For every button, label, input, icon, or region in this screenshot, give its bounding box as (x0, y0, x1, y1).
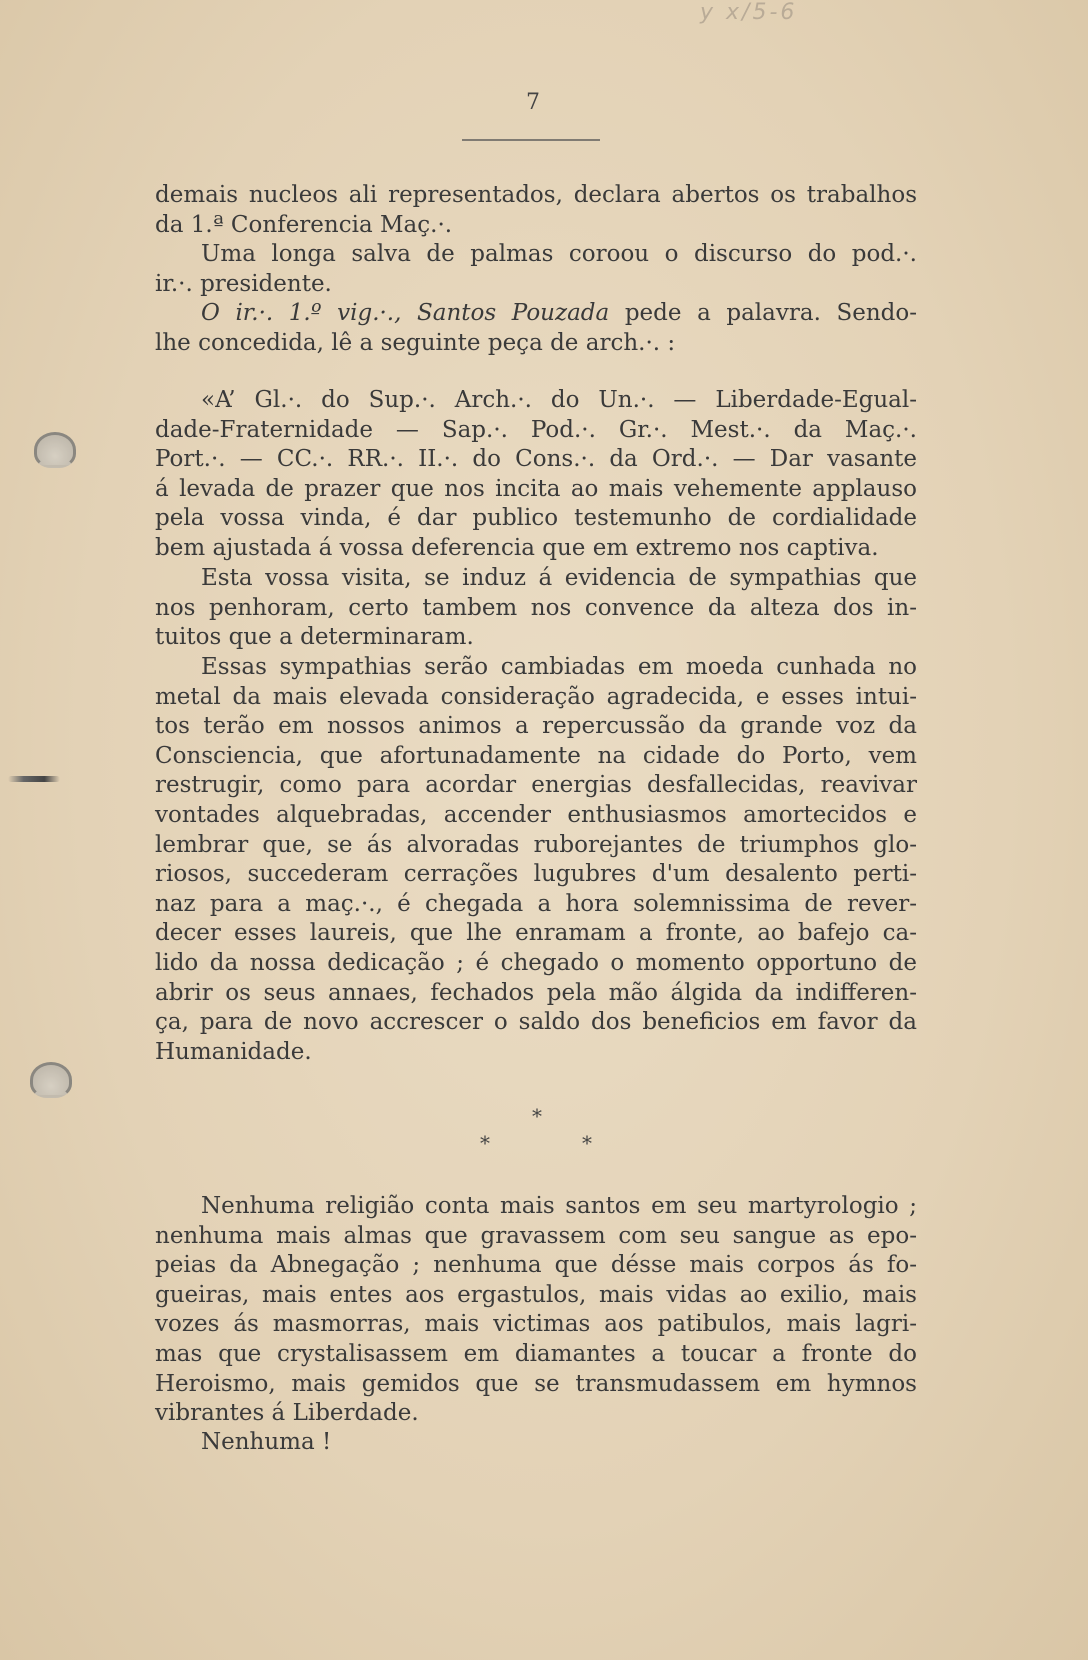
punch-hole (30, 1062, 72, 1098)
text-line: restrugir, como para acordar energias desfallecidas, reavivar (155, 772, 917, 799)
margin-mark (8, 776, 60, 782)
header-rule (462, 139, 600, 141)
paragraph-5 (155, 564, 917, 653)
punch-hole (34, 432, 76, 468)
text-line: ça, para de novo accrescer o saldo dos beneficios em favor da (155, 1009, 917, 1036)
paragraph-1 (155, 181, 917, 240)
text-line: lhe concedida, lê a seguinte peça de arch.·. : (155, 329, 676, 356)
text-line: Uma longa salva de palmas coroou o discurso do pod.·. (201, 241, 917, 267)
text-line: Nenhuma religião conta mais santos em seu martyrologio ; (201, 1193, 917, 1219)
text-line: dade-Fraternidade — Sap.·. Pod.·. Gr.·. Mest.·. da Maç.·. (155, 416, 917, 443)
text-line: da 1.ª Conferencia Maç.·. (155, 211, 453, 238)
text-line: decer esses laureis, que lhe enramam a fronte, ao bafejo ca- (155, 920, 917, 947)
text-line: naz para a maç.·., é chegada a hora solemnissima de rever- (155, 890, 917, 917)
text-line: vibrantes á Liberdade. (155, 1400, 419, 1427)
text-line: vontades alquebradas, accender enthusiasmos amortecidos e (155, 801, 917, 828)
text-line: nenhuma mais almas que gravassem com seu sangue as epo- (155, 1222, 917, 1249)
paragraph-4 (155, 386, 917, 564)
text-line: Port.·. — CC.·. RR.·. II.·. do Cons.·. da Ord.·. — Dar vasante (155, 446, 917, 473)
text-line: bem ajustada á vossa deferencia que em extremo nos captiva. (155, 534, 879, 561)
asterism-star: * (582, 1131, 592, 1155)
text-line: Consciencia, que afortunadamente na cidade do Porto, vem (155, 742, 917, 769)
text-line (155, 299, 917, 329)
text-line: tos terão em nossos animos a repercussão da grande voz da (155, 713, 917, 740)
text-line: vozes ás masmorras, mais victimas aos patibulos, mais lagri- (155, 1311, 917, 1338)
handwritten-note: y x/5-6 (700, 0, 798, 25)
text-line: gueiras, mais entes aos ergastulos, mais vidas ao exilio, mais (155, 1281, 917, 1308)
text-line: mas que crystalisassem em diamantes a toucar a fronte do (155, 1340, 917, 1367)
text-line: lembrar que, se ás alvoradas ruborejantes de triumphos glo- (155, 831, 917, 858)
page-number: 7 (526, 90, 540, 115)
paragraph-6 (155, 653, 917, 1067)
text-line: riosos, succederam cerrações lugubres d'um desalento perti- (155, 861, 917, 888)
text-line: demais nucleos ali representados, declara abertos os trabalhos (155, 182, 917, 208)
paragraph-2 (155, 240, 917, 299)
text-line: Essas sympathias serão cambiadas em moeda cunhada no (201, 654, 917, 680)
text-line: peias da Abnegação ; nenhuma que désse mais corpos ás fo- (155, 1252, 917, 1279)
text-line: tuitos que a determinaram. (155, 624, 474, 651)
text-line: á levada de prazer que nos incita ao mais vehemente applauso (155, 475, 917, 502)
text-line: nos penhoram, certo tambem nos convence da alteza dos in- (155, 594, 917, 621)
text-line: Humanidade. (155, 1038, 312, 1065)
text-line: metal da mais elevada consideração agradecida, e esses intui- (155, 683, 917, 710)
paragraph-7 (155, 1192, 917, 1429)
asterism-star: * (532, 1104, 542, 1128)
text-line: Esta vossa visita, se induz á evidencia de sympathias que (201, 565, 917, 591)
asterism-star: * (480, 1131, 490, 1155)
paragraph-3 (155, 299, 917, 358)
text-line: lido da nossa dedicação ; é chegado o momento opportuno de (155, 949, 917, 976)
text-line: ir.·. presidente. (155, 270, 332, 297)
paragraph-8 (155, 1428, 917, 1458)
text-line: Nenhuma ! (201, 1429, 332, 1455)
text-line: abrir os seus annaes, fechados pela mão álgida da indifferen- (155, 979, 917, 1006)
text-line: Heroismo, mais gemidos que se transmudassem em hymnos (155, 1370, 917, 1397)
text-segment: pede a palavra. Sendo- (609, 300, 917, 326)
speaker-name: O ir.·. 1.º vig.·., Santos Pouzada (201, 300, 610, 326)
text-line: «A’ Gl.·. do Sup.·. Arch.·. do Un.·. — Liberdade-Egual- (201, 387, 917, 413)
text-line: pela vossa vinda, é dar publico testemunho de cordialidade (155, 505, 917, 532)
